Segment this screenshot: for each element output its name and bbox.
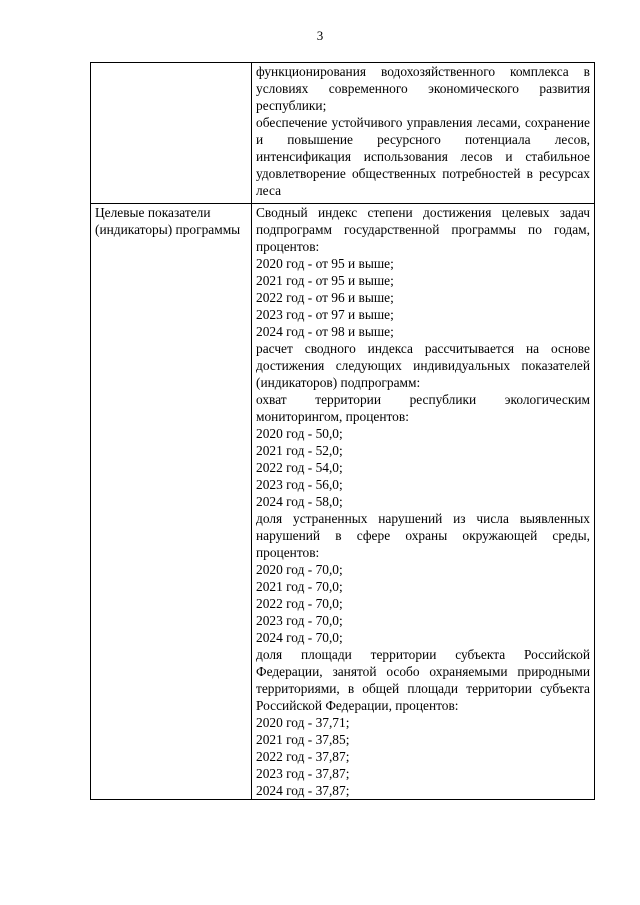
row-content [252, 63, 595, 204]
year-value-line: 2023 год - 37,87; [256, 766, 350, 781]
year-value-line: 2020 год - 50,0; [256, 426, 343, 441]
year-value-line: 2021 год - 52,0; [256, 443, 343, 458]
year-value-line: 2020 год - 37,71; [256, 715, 350, 730]
year-value-line: 2021 год - 37,85; [256, 732, 350, 747]
year-value-line: 2020 год - 70,0; [256, 562, 343, 577]
year-value-line: 2024 год - 37,87; [256, 783, 350, 798]
paragraph: расчет сводного индекса рассчитывается на основе достижения следующих индивидуальных показателей (индикаторов) подпрограмм: [256, 341, 590, 390]
year-value-line: 2024 год - 70,0; [256, 630, 343, 645]
paragraph: Сводный индекс степени достижения целевых задач подпрограмм государственной программы по годам, процентов: [256, 205, 590, 254]
year-value-line: 2020 год - от 95 и выше; [256, 256, 394, 271]
row-label [91, 63, 252, 204]
row-content [252, 204, 595, 800]
year-value-line: 2024 год - от 98 и выше; [256, 324, 394, 339]
year-value-line: 2022 год - 37,87; [256, 749, 350, 764]
paragraph: доля площади территории субъекта Российской Федерации, занятой особо охраняемыми природными территориями, в общей площади территории субъекта Российской Федерации, процентов: [256, 647, 590, 713]
indicators-label: Целевые показатели (индикаторы) программы [95, 205, 241, 237]
paragraph: обеспечение устойчивого управления лесами, сохранение и повышение ресурсного потенциала лесов, интенсификация использования лесов и стабильное удовлетворение общественных потребностей в ресурсах леса [256, 115, 590, 198]
table-row [91, 63, 595, 204]
year-value-line: 2022 год - от 96 и выше; [256, 290, 394, 305]
year-value-line: 2023 год - от 97 и выше; [256, 307, 394, 322]
year-value-line: 2021 год - от 95 и выше; [256, 273, 394, 288]
paragraph: функционирования водохозяйственного комплекса в условиях современного экономического развития республики; [256, 64, 590, 113]
year-value-line: 2023 год - 70,0; [256, 613, 343, 628]
paragraph: охват территории республики экологическим мониторингом, процентов: [256, 392, 590, 424]
year-value-line: 2024 год - 58,0; [256, 494, 343, 509]
year-value-line: 2022 год - 70,0; [256, 596, 343, 611]
year-value-line: 2022 год - 54,0; [256, 460, 343, 475]
page-number: 3 [316, 28, 324, 43]
year-value-line: 2021 год - 70,0; [256, 579, 343, 594]
paragraph: доля устраненных нарушений из числа выявленных нарушений в сфере охраны окружающей среды, процентов: [256, 511, 590, 560]
table-row [91, 204, 595, 800]
year-value-line: 2023 год - 56,0; [256, 477, 343, 492]
row-label [91, 204, 252, 800]
passport-table [90, 62, 595, 800]
